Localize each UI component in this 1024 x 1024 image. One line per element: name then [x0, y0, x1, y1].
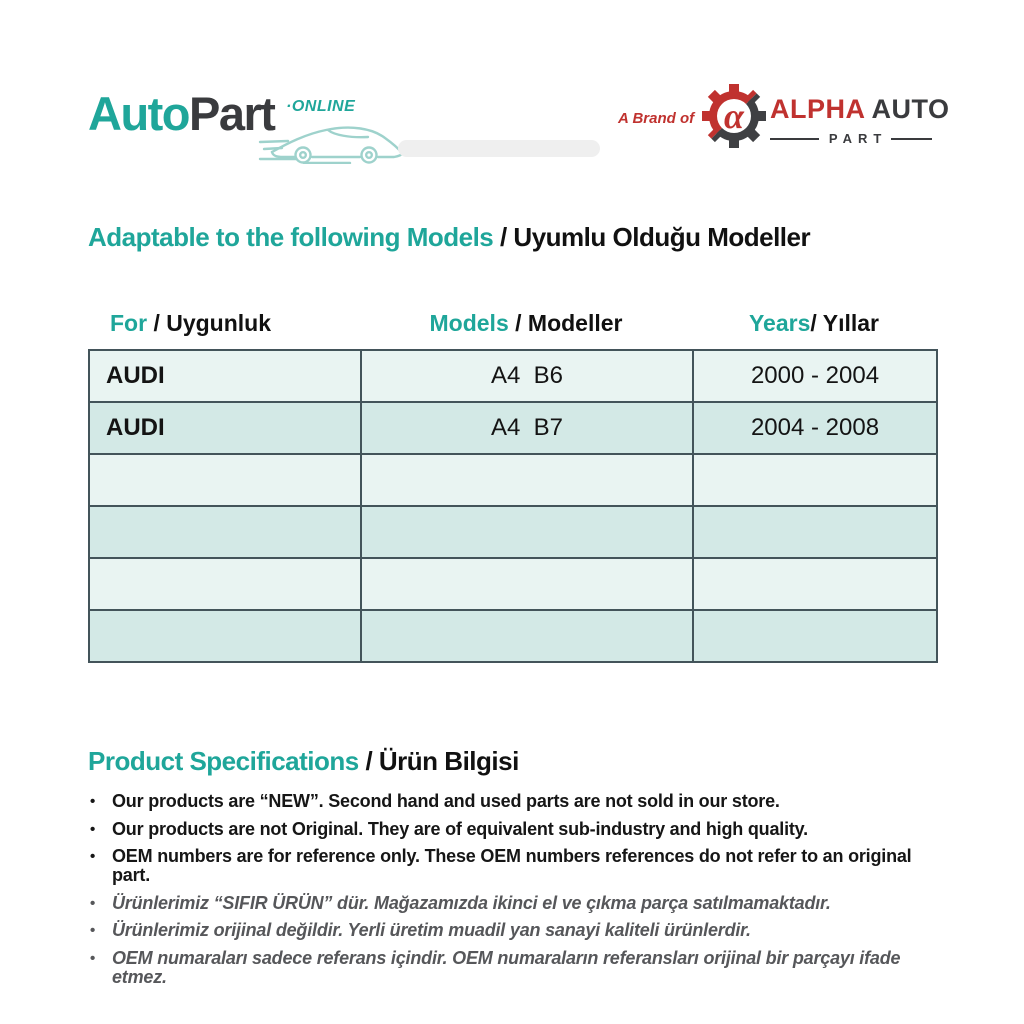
bullet-dot-icon: • [90, 793, 96, 810]
table-row [89, 454, 937, 506]
spec-bullet-list [90, 792, 950, 995]
bullet-dot-icon: • [90, 820, 96, 838]
models-title-en: Adaptable to the following Models [88, 222, 494, 252]
list-item [90, 792, 950, 811]
cell-model [361, 454, 693, 506]
logo-text-online: ·ONLINE [286, 98, 356, 115]
bullet-text: Ürünlerimiz “SIFIR ÜRÜN” dür. Mağazamızda ikinci el ve çıkma parça satılmamaktadır. [112, 892, 831, 913]
cell-years [693, 610, 937, 662]
table-row [89, 402, 937, 454]
brand-subtitle-row [770, 131, 932, 146]
list-item [90, 847, 950, 885]
bullet-dot-icon: • [90, 894, 96, 912]
bullet-dot-icon: • [90, 922, 96, 939]
brand-name-alpha: ALPHA [770, 94, 865, 124]
table-row [89, 506, 937, 558]
list-item [90, 949, 950, 987]
cell-years: 2004 - 2008 [693, 402, 937, 454]
models-title-tr: / Uyumlu Olduğu Modeller [493, 222, 811, 252]
autopart-wordmark [88, 86, 274, 141]
bullet-text: OEM numaraları sadece referans içindir. OEM numaraların referansları orijinal bir parçayı ifade etmez. [112, 947, 901, 987]
cell-make [89, 506, 361, 558]
watermark-bar [398, 140, 600, 157]
bullet-dot-icon: • [90, 848, 96, 865]
brand-name-auto: AUTO [871, 94, 950, 124]
cell-make: AUDI [89, 402, 361, 454]
list-item [90, 894, 950, 913]
cell-model: A4 B7 [361, 402, 693, 454]
column-header-years-tr: / Yıllar [810, 310, 880, 336]
cell-model: A4 B6 [361, 350, 693, 402]
cell-years: 2000 - 2004 [693, 350, 937, 402]
bullet-text: Our products are not Original. They are of equivalent sub-industry and high quality. [112, 818, 808, 839]
bullet-text: OEM numbers are for reference only. These OEM numbers references do not refer to an original part. [112, 846, 912, 885]
column-header-models-en: Models [429, 310, 509, 336]
cell-model [361, 610, 693, 662]
table-row [89, 610, 937, 662]
brand-rule-right [891, 138, 932, 140]
column-header-for-tr: / Uygunluk [147, 310, 272, 336]
gear-alpha-icon [702, 84, 766, 148]
column-header-for [88, 310, 360, 337]
cell-years [693, 506, 937, 558]
cell-model [361, 558, 693, 610]
specs-title-en: Product Specifications [88, 746, 359, 776]
compat-table-header [88, 310, 936, 337]
alpha-auto-brand-lockup [618, 84, 950, 156]
autopart-online-logo [88, 86, 408, 166]
column-header-years-en: Years [748, 310, 811, 336]
bullet-text: Our products are “NEW”. Second hand and used parts are not sold in our store. [112, 791, 780, 811]
cell-make [89, 454, 361, 506]
compatibility-table [88, 349, 938, 663]
column-header-years [692, 310, 936, 337]
brand-rule-left [770, 138, 819, 140]
cell-years [693, 454, 937, 506]
bullet-dot-icon: • [90, 949, 96, 967]
table-row [89, 350, 937, 402]
cell-years [693, 558, 937, 610]
cell-make: AUDI [89, 350, 361, 402]
specs-title-tr: / Ürün Bilgisi [358, 746, 519, 776]
models-section-title [88, 222, 810, 253]
list-item [90, 921, 950, 940]
alpha-symbol: α [724, 96, 744, 136]
column-header-for-en: For [110, 310, 148, 336]
brand-subtitle: PART [828, 131, 888, 146]
column-header-models-tr: / Modeller [508, 310, 623, 336]
specs-section-title [88, 746, 519, 777]
bullet-text: Ürünlerimiz orijinal değildir. Yerli üretim muadil yan sanayi kaliteli ürünlerdir. [112, 920, 751, 940]
cell-make [89, 558, 361, 610]
list-item [90, 820, 950, 839]
logo-text-auto: Auto [88, 87, 190, 140]
brand-name [770, 94, 950, 125]
car-outline-icon [258, 112, 408, 164]
logo-text-part: Part [189, 87, 275, 140]
cell-model [361, 506, 693, 558]
column-header-models [360, 310, 692, 337]
cell-make [89, 610, 361, 662]
brand-prefix-label: A Brand of [618, 110, 695, 127]
table-row [89, 558, 937, 610]
